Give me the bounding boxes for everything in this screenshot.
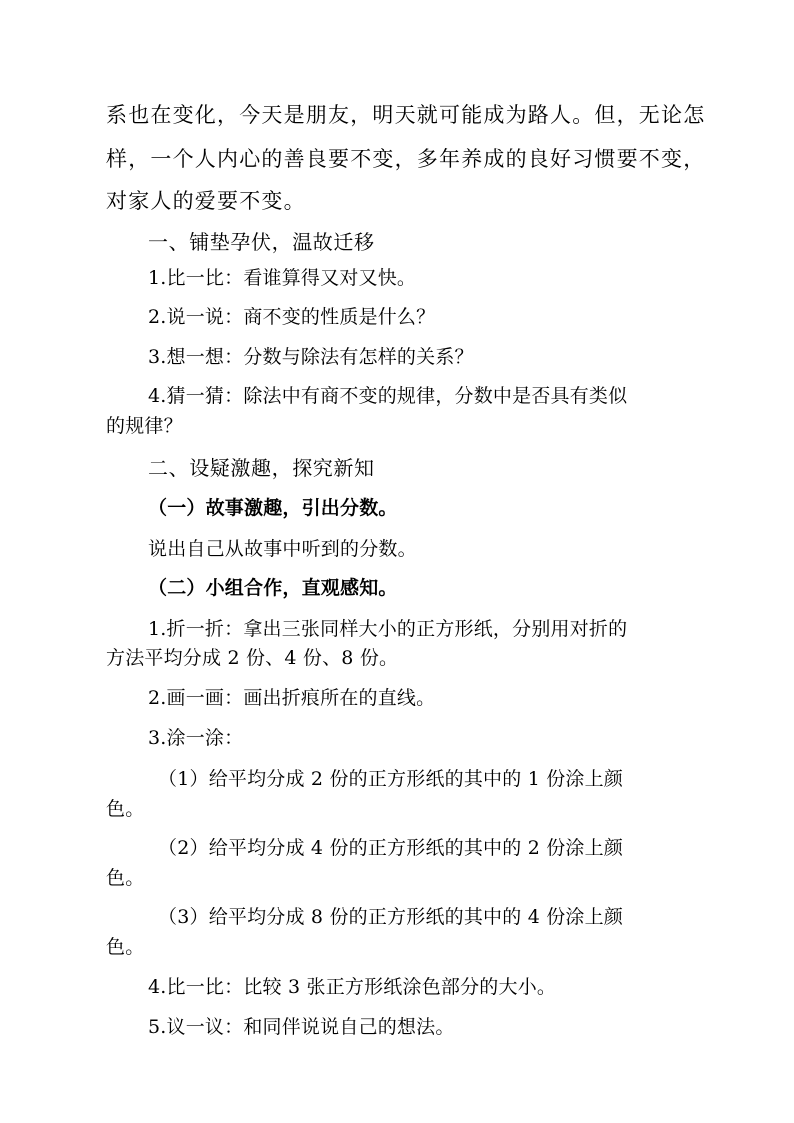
list-item: 1.比一比：看谁算得又对又快。 (148, 267, 417, 289)
list-item: 2.说一说：商不变的性质是什么？ (148, 306, 436, 328)
section-heading-1: 一、铺垫孕伏，温故迁移 (148, 230, 375, 254)
list-item: 1.折一折：拿出三张同样大小的正方形纸，分别用对折的 (148, 618, 628, 640)
sub-list-item-continuation: 色。 (106, 798, 145, 820)
list-item: 2.画一画：画出折痕所在的直线。 (148, 687, 436, 709)
paragraph-line: 系也在变化，今天是朋友，明天就可能成为路人。但，无论怎 (106, 103, 706, 127)
list-item-continuation: 的规律？ (106, 415, 183, 437)
list-item: 3.涂一涂： (148, 727, 244, 749)
paragraph-line: 说出自己从故事中听到的分数。 (148, 538, 417, 560)
sub-list-item-continuation: 色。 (106, 867, 145, 889)
section-heading-2: 二、设疑激趣，探究新知 (148, 456, 375, 480)
list-item: 4.猜一猜：除法中有商不变的规律，分数中是否具有类似 (148, 385, 628, 407)
list-item: 3.想一想：分数与除法有怎样的关系？ (148, 346, 474, 368)
sub-list-item-continuation: 色。 (106, 936, 145, 958)
subsection-heading: （一）故事激趣，引出分数。 (148, 497, 398, 519)
subsection-heading: （二）小组合作，直观感知。 (148, 577, 398, 599)
paragraph-line: 样，一个人内心的善良要不变，多年养成的良好习惯要不变， (106, 147, 706, 171)
list-item: 5.议一议：和同伴说说自己的想法。 (148, 1016, 455, 1038)
sub-list-item: （1）给平均分成 2 份的正方形纸的其中的 1 份涂上颜 (158, 768, 624, 790)
paragraph-line: 对家人的爱要不变。 (106, 189, 306, 213)
list-item-continuation: 方法平均分成 2 份、4 份、8 份。 (106, 647, 399, 669)
list-item: 4.比一比：比较 3 张正方形纸涂色部分的大小。 (148, 976, 557, 998)
sub-list-item: （3）给平均分成 8 份的正方形纸的其中的 4 份涂上颜 (158, 906, 624, 928)
sub-list-item: （2）给平均分成 4 份的正方形纸的其中的 2 份涂上颜 (158, 837, 624, 859)
